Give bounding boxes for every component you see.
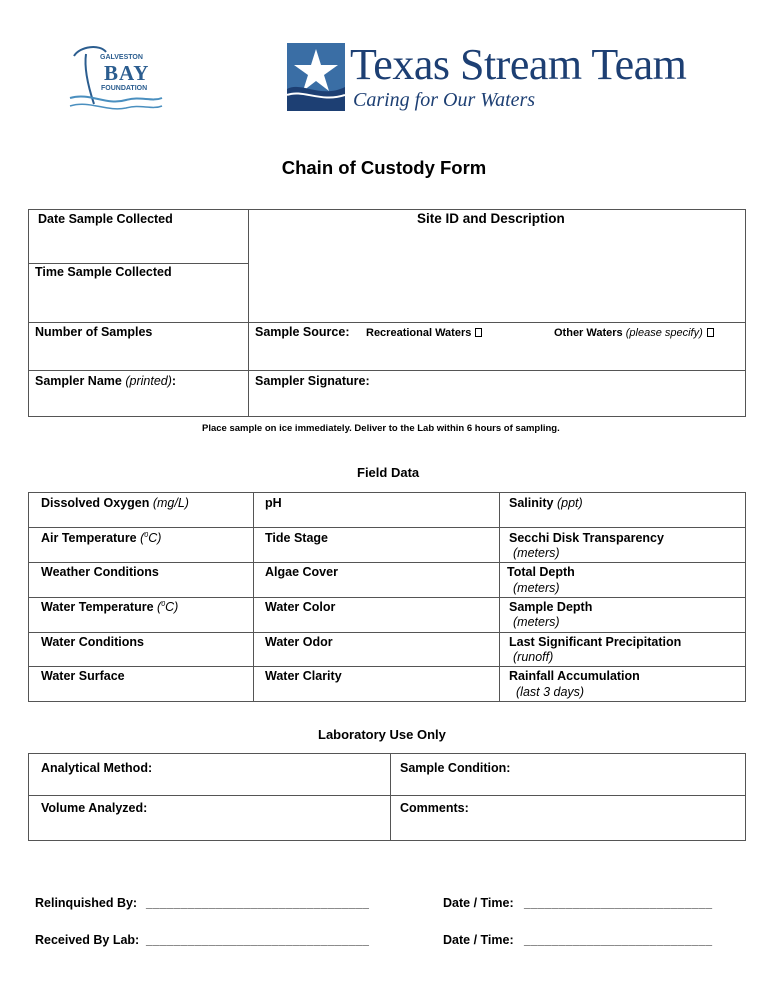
gbf-line2: BAY (104, 61, 150, 85)
analytical-method-label: Analytical Method: (41, 761, 153, 775)
do-label (41, 496, 189, 510)
do-text: Dissolved Oxygen (41, 496, 150, 510)
sample-depth-label: Sample Depth (509, 600, 593, 614)
algae-label: Algae Cover (265, 565, 338, 579)
sampler-signature-label: Sampler Signature: (255, 374, 370, 388)
water-temp-unit (157, 600, 178, 614)
other-checkbox[interactable] (707, 328, 714, 337)
recreational-checkbox[interactable] (475, 328, 482, 337)
relinquished-label: Relinquished By: (35, 896, 138, 910)
wt-paren: ( (157, 600, 162, 614)
gbf-line3: FOUNDATION (101, 85, 148, 92)
total-depth-label: Total Depth (507, 565, 575, 579)
secchi-unit: (meters) (513, 546, 560, 560)
other-label: Other Waters (554, 327, 623, 339)
do-unit: (mg/L) (152, 496, 189, 510)
water-color-label: Water Color (265, 600, 336, 614)
water-surface-label: Water Surface (41, 669, 125, 683)
weather-label: Weather Conditions (41, 565, 159, 579)
sampler-colon: : (171, 374, 177, 388)
air-celsius: C) (148, 531, 162, 545)
water-odor-label: Water Odor (265, 635, 333, 649)
printed-note: (printed) (125, 374, 172, 388)
water-clarity-label: Water Clarity (265, 669, 342, 683)
tst-tagline: Caring for Our Waters (353, 89, 536, 111)
site-id-label: Site ID and Description (417, 211, 565, 226)
salinity-text: Salinity (509, 496, 554, 510)
relinquished-datetime-label: Date / Time: (443, 896, 514, 910)
air-paren: ( (140, 531, 145, 545)
gbf-line1: GALVESTON (100, 54, 143, 61)
tide-label: Tide Stage (265, 531, 328, 545)
comments-label: Comments: (400, 801, 469, 815)
galveston-bay-logo (66, 42, 164, 114)
sampler-name-text: Sampler Name (35, 374, 122, 388)
wt-celsius: C) (165, 600, 179, 614)
air-temp-unit (140, 531, 161, 545)
received-label: Received By Lab: (35, 933, 140, 947)
total-depth-unit: (meters) (513, 581, 560, 595)
sample-source-label: Sample Source: (255, 325, 350, 339)
tst-name: Texas Stream Team (350, 40, 687, 89)
precip-unit: (runoff) (513, 650, 554, 664)
rainfall-label: Rainfall Accumulation (509, 669, 640, 683)
relinquished-datetime-line[interactable]: ___________________________ (524, 896, 713, 910)
volume-analyzed-label: Volume Analyzed: (41, 801, 148, 815)
rainfall-unit: (last 3 days) (516, 685, 585, 699)
salinity-unit: (ppt) (556, 496, 583, 510)
received-line[interactable]: ________________________________ (146, 933, 370, 947)
date-collected-label: Date Sample Collected (38, 212, 173, 226)
recreational-label: Recreational Waters (366, 327, 472, 339)
air-temp-text: Air Temperature (41, 531, 137, 545)
recreational-waters-option[interactable] (366, 327, 482, 339)
water-temp-label (41, 600, 178, 614)
sample-condition-label: Sample Condition: (400, 761, 511, 775)
water-temp-text: Water Temperature (41, 600, 154, 614)
handling-note: Place sample on ice immediately. Deliver to the Lab within 6 hours of sampling. (202, 423, 560, 434)
star-wave-icon (287, 43, 345, 111)
number-samples-label: Number of Samples (35, 325, 153, 339)
secchi-label: Secchi Disk Transparency (509, 531, 664, 545)
relinquished-line[interactable]: ________________________________ (146, 896, 370, 910)
received-datetime-label: Date / Time: (443, 933, 514, 947)
received-datetime-line[interactable]: ___________________________ (524, 933, 713, 947)
water-conditions-label: Water Conditions (41, 635, 145, 649)
page-title: Chain of Custody Form (281, 157, 487, 178)
precip-label: Last Significant Precipitation (509, 635, 682, 649)
time-collected-label: Time Sample Collected (35, 265, 172, 279)
sampler-name-label (35, 374, 176, 388)
ph-label: pH (265, 496, 282, 510)
wt-degree-mark: 0 (161, 600, 166, 608)
other-note: (please specify) (625, 327, 703, 339)
other-waters-option[interactable] (554, 327, 714, 339)
field-data-heading: Field Data (357, 465, 420, 480)
degree-mark: 0 (144, 531, 149, 539)
sample-depth-unit: (meters) (513, 615, 560, 629)
air-temp-label (41, 531, 161, 545)
texas-stream-team-logo (287, 40, 697, 113)
lab-heading: Laboratory Use Only (318, 727, 446, 742)
salinity-label (509, 496, 583, 510)
